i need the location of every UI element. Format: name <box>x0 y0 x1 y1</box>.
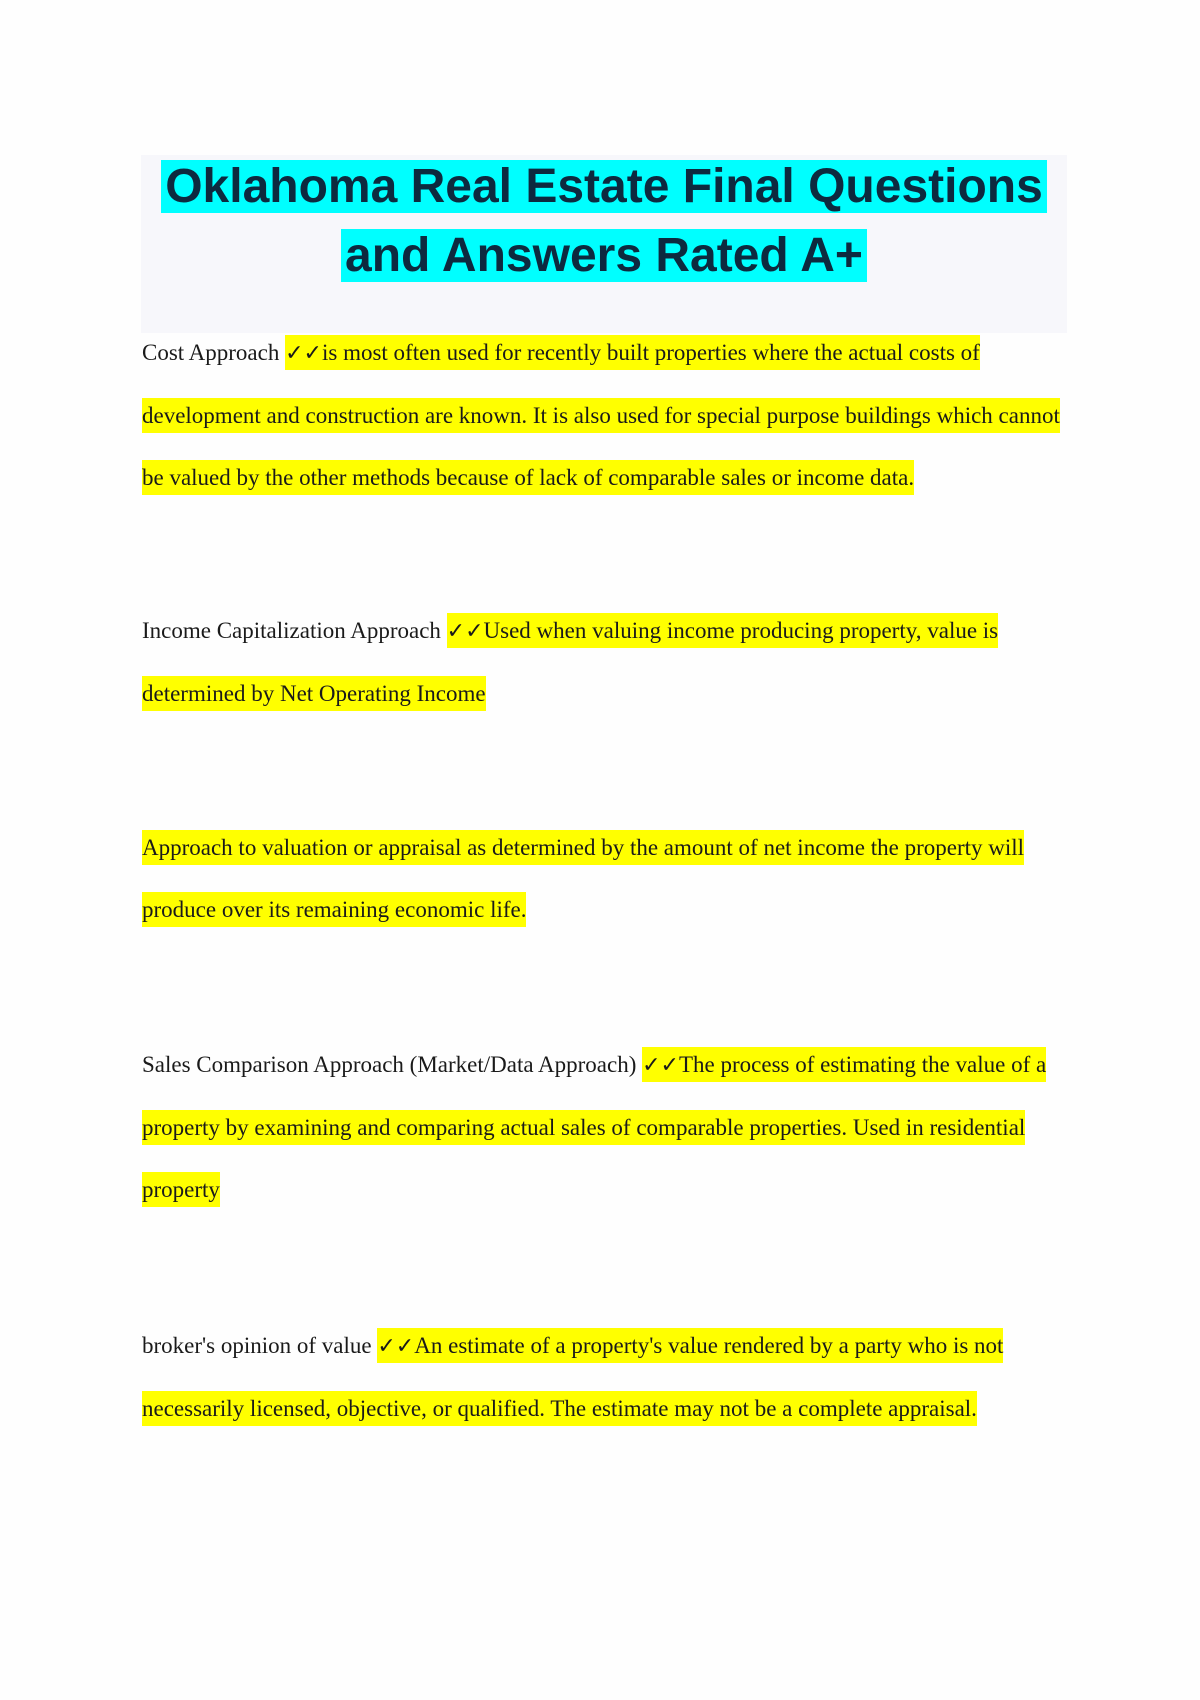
entry-income-definition <box>142 817 1072 941</box>
double-check-icon: ✓✓ <box>446 619 484 644</box>
entry-sales-comparison <box>142 1034 1072 1221</box>
entry-income-capitalization <box>142 600 1072 725</box>
entry-cost-approach <box>142 322 1072 509</box>
entry-answer: Used when valuing income producing property, value is determined by Net Operating Income <box>142 618 999 706</box>
double-check-icon: ✓✓ <box>285 341 322 366</box>
entry-term: broker's opinion of value <box>142 1333 372 1358</box>
entry-term: Sales Comparison Approach (Market/Data Approach) <box>142 1052 637 1077</box>
entry-term: Cost Approach <box>142 340 280 365</box>
entry-answer: is most often used for recently built properties where the actual costs of development and construction are known. It is also used for special purpose buildings which cannot be valued by the other methods because of lack of comparable sales or income data. <box>142 340 1060 490</box>
entry-term: Income Capitalization Approach <box>142 618 441 643</box>
entry-brokers-opinion <box>142 1315 1072 1440</box>
double-check-icon: ✓✓ <box>377 1334 415 1359</box>
double-check-icon: ✓✓ <box>642 1053 679 1078</box>
entry-answer: The process of estimating the value of a property by examining and comparing actual sales of comparable properties. Used in residential property <box>142 1052 1047 1202</box>
entry-answer: Approach to valuation or appraisal as determined by the amount of net income the property will produce over its remaining economic life. <box>142 830 1024 927</box>
title-block <box>141 155 1067 333</box>
document-title: Oklahoma Real Estate Final Questions and Answers Rated A+ <box>161 160 1047 282</box>
entry-answer: An estimate of a property's value rendered by a party who is not necessarily licensed, objective, or qualified. The estimate may not be a complete appraisal. <box>142 1333 1004 1421</box>
